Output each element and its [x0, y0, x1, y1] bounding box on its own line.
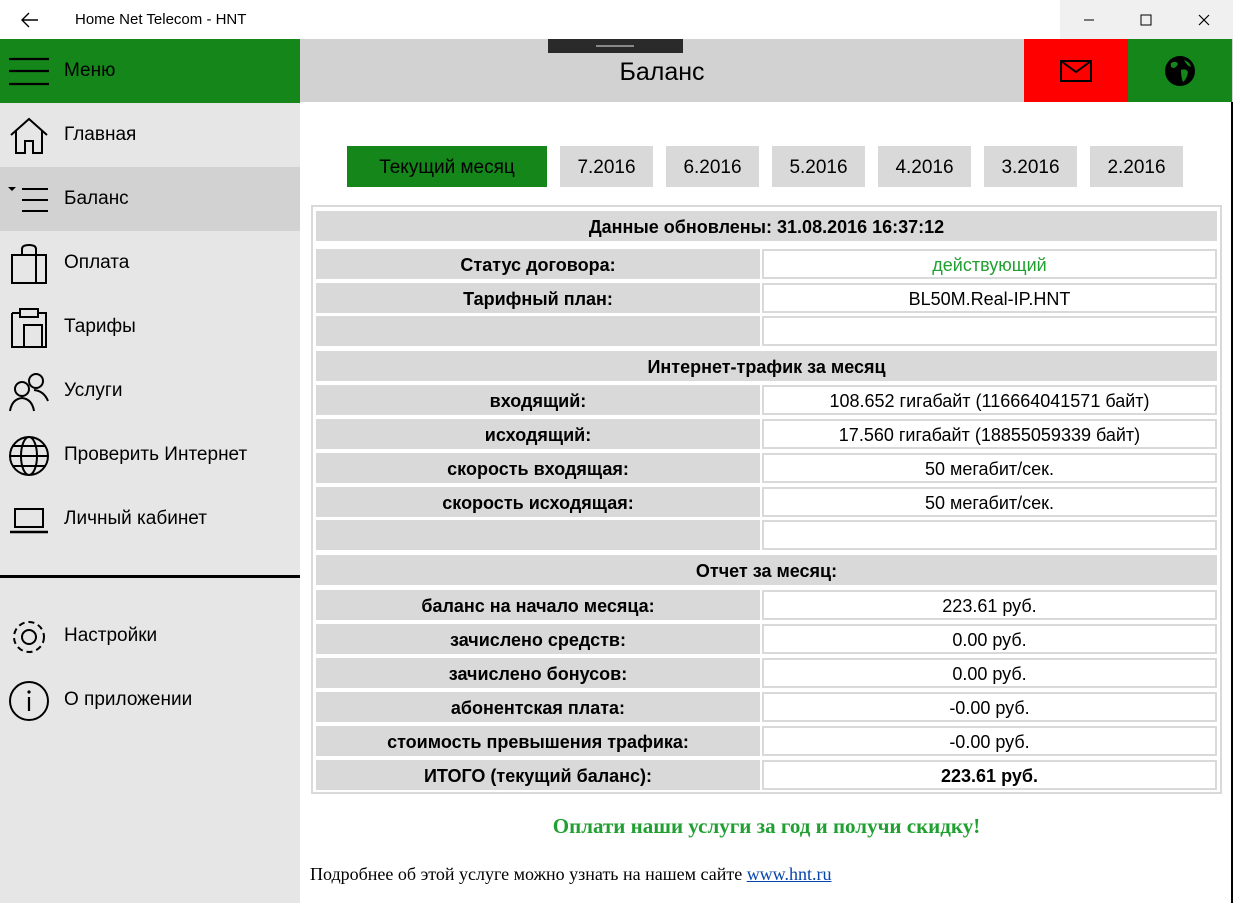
title-bar — [0, 0, 1233, 39]
sidebar-item-label: Тарифы — [64, 316, 136, 337]
maximize-icon — [1140, 14, 1152, 26]
total-value: 223.61 руб. — [762, 760, 1217, 790]
table-row — [316, 590, 1217, 620]
table-row — [316, 249, 1217, 279]
table-row — [316, 316, 1217, 346]
row-label: абонентская плата: — [316, 692, 760, 722]
tab-current-month[interactable]: Текущий месяц — [347, 146, 547, 187]
table-row — [316, 726, 1217, 756]
table-row — [316, 211, 1217, 241]
table-row — [316, 692, 1217, 722]
tab-month[interactable]: 6.2016 — [666, 146, 759, 187]
list-icon — [8, 179, 50, 221]
bag-icon — [8, 243, 50, 285]
sidebar-item-label: Оплата — [64, 252, 130, 273]
row-value: 223.61 руб. — [762, 590, 1217, 620]
sidebar — [0, 39, 300, 903]
mail-button[interactable] — [1024, 39, 1128, 102]
table-row — [316, 453, 1217, 483]
row-value: 0.00 руб. — [762, 658, 1217, 688]
row-value: 0.00 руб. — [762, 624, 1217, 654]
back-arrow-icon — [21, 12, 39, 28]
row-label: скорость исходящая: — [316, 487, 760, 517]
sidebar-item-settings[interactable] — [0, 604, 300, 668]
tab-month[interactable]: 7.2016 — [560, 146, 653, 187]
row-value: -0.00 руб. — [762, 726, 1217, 756]
row-value: 108.652 гигабайт (116664041571 байт) — [762, 385, 1217, 415]
status-value: действующий — [762, 249, 1217, 279]
table-row — [316, 658, 1217, 688]
row-label: исходящий: — [316, 419, 760, 449]
info-icon — [8, 680, 50, 722]
table-row — [316, 351, 1217, 381]
sidebar-item-balance[interactable] — [0, 167, 300, 231]
sidebar-item-tariffs[interactable] — [0, 295, 300, 359]
menu-label: Меню — [64, 60, 116, 81]
report-section-title: Отчет за месяц: — [316, 555, 1217, 585]
row-label: скорость входящая: — [316, 453, 760, 483]
tab-month[interactable]: 4.2016 — [878, 146, 971, 187]
minimize-icon — [1083, 14, 1095, 26]
promo-headline: Оплати наши услуги за год и получи скидку! — [552, 814, 981, 838]
row-label: зачислено средств: — [316, 624, 760, 654]
sidebar-item-label: Личный кабинет — [64, 508, 207, 529]
website-button[interactable] — [1128, 39, 1232, 102]
sidebar-item-label: Проверить Интернет — [64, 444, 248, 465]
row-label: входящий: — [316, 385, 760, 415]
sidebar-divider — [0, 575, 300, 578]
back-button[interactable] — [0, 0, 60, 39]
sidebar-item-label: Настройки — [64, 625, 158, 646]
row-label: баланс на начало месяца: — [316, 590, 760, 620]
row-value: 50 мегабит/сек. — [762, 487, 1217, 517]
sidebar-item-about[interactable] — [0, 668, 300, 732]
total-label: ИТОГО (текущий баланс): — [316, 760, 760, 790]
table-row — [316, 624, 1217, 654]
row-value: -0.00 руб. — [762, 692, 1217, 722]
row-value: 50 мегабит/сек. — [762, 453, 1217, 483]
people-icon — [8, 371, 50, 413]
updated-timestamp: Данные обновлены: 31.08.2016 16:37:12 — [316, 211, 1217, 241]
table-row — [316, 555, 1217, 585]
row-value: 17.560 гигабайт (18855059339 байт) — [762, 419, 1217, 449]
globe-icon — [1164, 55, 1196, 87]
close-icon — [1198, 14, 1210, 26]
mail-icon — [1060, 60, 1092, 82]
sidebar-item-services[interactable] — [0, 359, 300, 423]
home-icon — [8, 115, 50, 157]
status-label: Статус договора: — [316, 249, 760, 279]
sidebar-item-home[interactable] — [0, 103, 300, 167]
clipboard-icon — [8, 307, 50, 349]
traffic-section-title: Интернет-трафик за месяц — [316, 351, 1217, 381]
page-header — [300, 39, 1233, 102]
plan-value: BL50M.Real-IP.HNT — [762, 283, 1217, 313]
tab-month[interactable]: 2.2016 — [1090, 146, 1183, 187]
plan-label: Тарифный план: — [316, 283, 760, 313]
gear-icon — [8, 616, 50, 658]
sidebar-item-label: Главная — [64, 124, 137, 145]
row-label: стоимость превышения трафика: — [316, 726, 760, 756]
table-row — [316, 419, 1217, 449]
promo-more-info — [310, 864, 832, 885]
hamburger-icon — [9, 57, 51, 87]
maximize-button[interactable] — [1117, 0, 1175, 39]
globe-icon — [8, 435, 50, 477]
window-title: Home Net Telecom - HNT — [75, 11, 247, 28]
table-row — [316, 520, 1217, 550]
close-button[interactable] — [1175, 0, 1233, 39]
tab-month[interactable]: 3.2016 — [984, 146, 1077, 187]
minimize-button[interactable] — [1060, 0, 1118, 39]
table-row — [316, 283, 1217, 313]
sidebar-item-check-internet[interactable] — [0, 423, 300, 487]
table-row — [316, 487, 1217, 517]
sidebar-item-label: Услуги — [64, 380, 123, 401]
row-label: зачислено бонусов: — [316, 658, 760, 688]
sidebar-item-account[interactable] — [0, 487, 300, 551]
sidebar-item-label: Баланс — [64, 188, 129, 209]
table-row — [316, 385, 1217, 415]
sidebar-item-label: О приложении — [64, 689, 193, 710]
menu-toggle[interactable] — [0, 39, 300, 103]
website-link[interactable]: www.hnt.ru — [746, 864, 832, 884]
tab-month[interactable]: 5.2016 — [772, 146, 865, 187]
table-row — [316, 760, 1217, 790]
promo-more-text: Подробнее об этой услуге можно узнать на нашем сайте — [310, 864, 747, 884]
laptop-icon — [8, 499, 50, 541]
page-title: Баланс — [619, 58, 705, 86]
sidebar-item-payment[interactable] — [0, 231, 300, 295]
